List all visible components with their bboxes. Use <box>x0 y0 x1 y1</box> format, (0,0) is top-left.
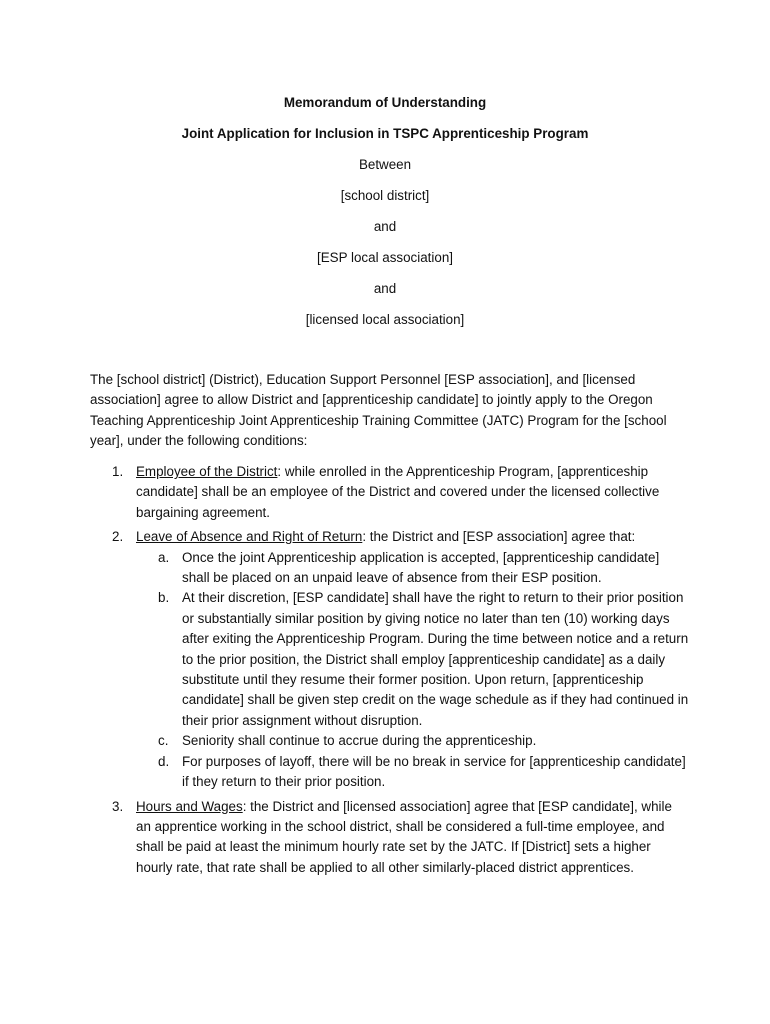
list-item <box>90 527 690 792</box>
sub-item <box>136 588 690 731</box>
party-school-district: [school district] <box>340 188 430 203</box>
between-label: Between <box>358 157 412 172</box>
memo-title: Memorandum of Understanding <box>283 95 487 110</box>
item-heading: Hours and Wages <box>136 798 243 814</box>
sub-item <box>136 731 690 751</box>
item-heading: Leave of Absence and Right of Return <box>136 529 363 545</box>
item-text: : while enrolled in the Apprenticeship Program, [apprenticeship candidate] shall be an employee of the District and covered under the licensed collective bargaining agreement. <box>136 464 660 520</box>
and-label-1: and <box>373 219 397 234</box>
item-number: 3. <box>112 798 124 814</box>
item-heading: Employee of the District <box>136 464 278 479</box>
item-text: : the District and [ESP association] agree that: <box>362 529 636 545</box>
sub-item-letter: d. <box>158 753 170 769</box>
intro-paragraph <box>90 370 680 452</box>
item-text: : the District and [licensed association] agree that [ESP candidate], while an apprentice working in the school district, shall be considered a full-time employee, and shall be paid at least the minimum hourly rate set by the JATC. If [District] sets a higher hourly rate, that rate shall be applied to all other similarly-placed district apprentices. <box>136 798 672 875</box>
item-number: 1. <box>112 464 124 479</box>
sub-item-letter: b. <box>158 590 170 606</box>
sub-item-text: Once the joint Apprenticeship application is accepted, [apprenticeship candidate] shall be placed on an unpaid leave of absence from their ESP position. <box>182 549 660 586</box>
sub-item-letter: c. <box>158 733 169 749</box>
intro-text: The [school district] (District), Education Support Personnel [ESP association], and [licensed association] agree to allow District and [apprenticeship candidate] to jointly apply to the Oregon Teaching Apprenticeship Joint Apprenticeship Training Committee (JATC) Program for the [school year], under the following conditions: <box>90 372 667 449</box>
sub-item-text: For purposes of layoff, there will be no break in service for [apprenticeship candidate] if they return to their prior position. <box>182 753 686 790</box>
sub-item <box>136 548 690 589</box>
memo-header <box>0 93 770 341</box>
sub-item-text: Seniority shall continue to accrue during the apprenticeship. <box>182 733 537 749</box>
and-label-2: and <box>373 281 397 296</box>
party-esp-association: [ESP local association] <box>317 250 453 265</box>
list-item <box>90 462 690 523</box>
conditions-list <box>90 462 690 882</box>
sub-item-text: At their discretion, [ESP candidate] shall have the right to return to their prior position or substantially similar position by giving notice no later than ten (10) working days after exiting the Apprenticeship Program. During the time between notice and a return to the prior position, the District shall employ [apprenticeship candidate] as a daily substitute until they resume their former position. Upon return, [apprenticeship candidate] shall be given step credit on the wage schedule as if they had continued in their prior assignment without disruption. <box>182 590 689 728</box>
sub-item-letter: a. <box>158 549 170 565</box>
party-licensed-association: [licensed local association] <box>305 312 465 327</box>
list-item <box>90 797 690 879</box>
sub-item <box>136 752 690 793</box>
item-number: 2. <box>112 529 124 545</box>
memo-subtitle: Joint Application for Inclusion in TSPC Apprenticeship Program <box>181 126 589 141</box>
